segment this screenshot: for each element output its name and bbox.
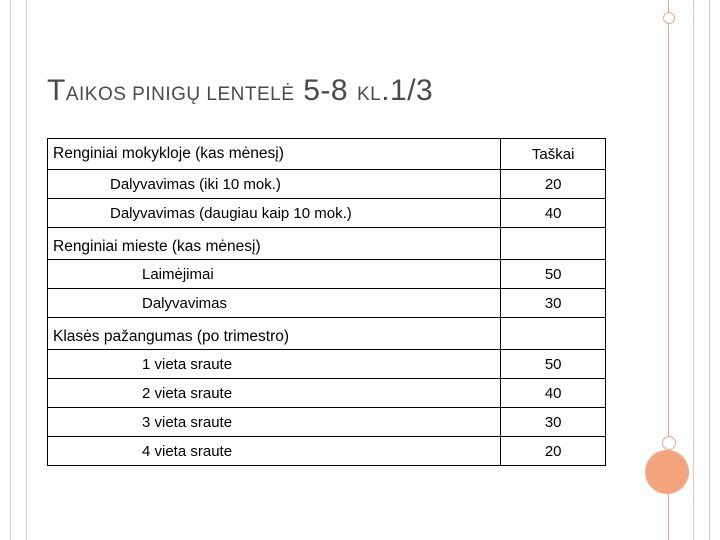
decor-circle-small-mid [662, 436, 676, 450]
title-grade-range: 5-8 [294, 74, 357, 107]
table-row [48, 289, 606, 318]
decor-circle-large [645, 450, 689, 494]
table-row [48, 199, 606, 228]
row-label: 1 vieta sraute [48, 350, 501, 379]
row-label: Dalyvavimas (iki 10 mok.) [48, 170, 501, 199]
row-points: 20 [501, 170, 606, 199]
section-school-label: Renginiai mokykloje (kas mėnesį) [48, 139, 501, 170]
title-initial: T [47, 74, 66, 107]
table-row [48, 260, 606, 289]
table-row [48, 408, 606, 437]
row-points-empty [501, 228, 606, 260]
row-points: 30 [501, 408, 606, 437]
row-label: Laimėjimai [48, 260, 501, 289]
title-suffix: .1/3 [381, 74, 434, 107]
row-label: Dalyvavimas (daugiau kaip 10 mok.) [48, 199, 501, 228]
title-smallcaps-main: AIKOS PINIGŲ LENTELĖ [65, 84, 295, 105]
row-label: 3 vieta sraute [48, 408, 501, 437]
row-points-empty [501, 318, 606, 350]
row-label: 4 vieta sraute [48, 437, 501, 466]
table-row [48, 437, 606, 466]
decor-line-middle [668, 24, 669, 448]
table-row [48, 379, 606, 408]
points-table [47, 138, 606, 466]
decor-circle-small-top [663, 12, 675, 24]
page-title [47, 74, 433, 108]
row-points: 40 [501, 199, 606, 228]
decor-line-bottom [668, 494, 669, 540]
section-class-label: Klasės pažangumas (po trimestro) [48, 318, 501, 350]
row-points: 40 [501, 379, 606, 408]
row-points: 20 [501, 437, 606, 466]
table-row [48, 228, 606, 260]
row-points: 30 [501, 289, 606, 318]
table-row [48, 139, 606, 170]
table-row [48, 170, 606, 199]
decor-line-top [668, 0, 669, 12]
row-label: Dalyvavimas [48, 289, 501, 318]
points-column-header: Taškai [501, 139, 606, 170]
row-points: 50 [501, 350, 606, 379]
table-row [48, 318, 606, 350]
row-points: 50 [501, 260, 606, 289]
table-row [48, 350, 606, 379]
section-city-label: Renginiai mieste (kas mėnesį) [48, 228, 501, 260]
row-label: 2 vieta sraute [48, 379, 501, 408]
title-smallcaps-kl: KL [356, 84, 382, 105]
